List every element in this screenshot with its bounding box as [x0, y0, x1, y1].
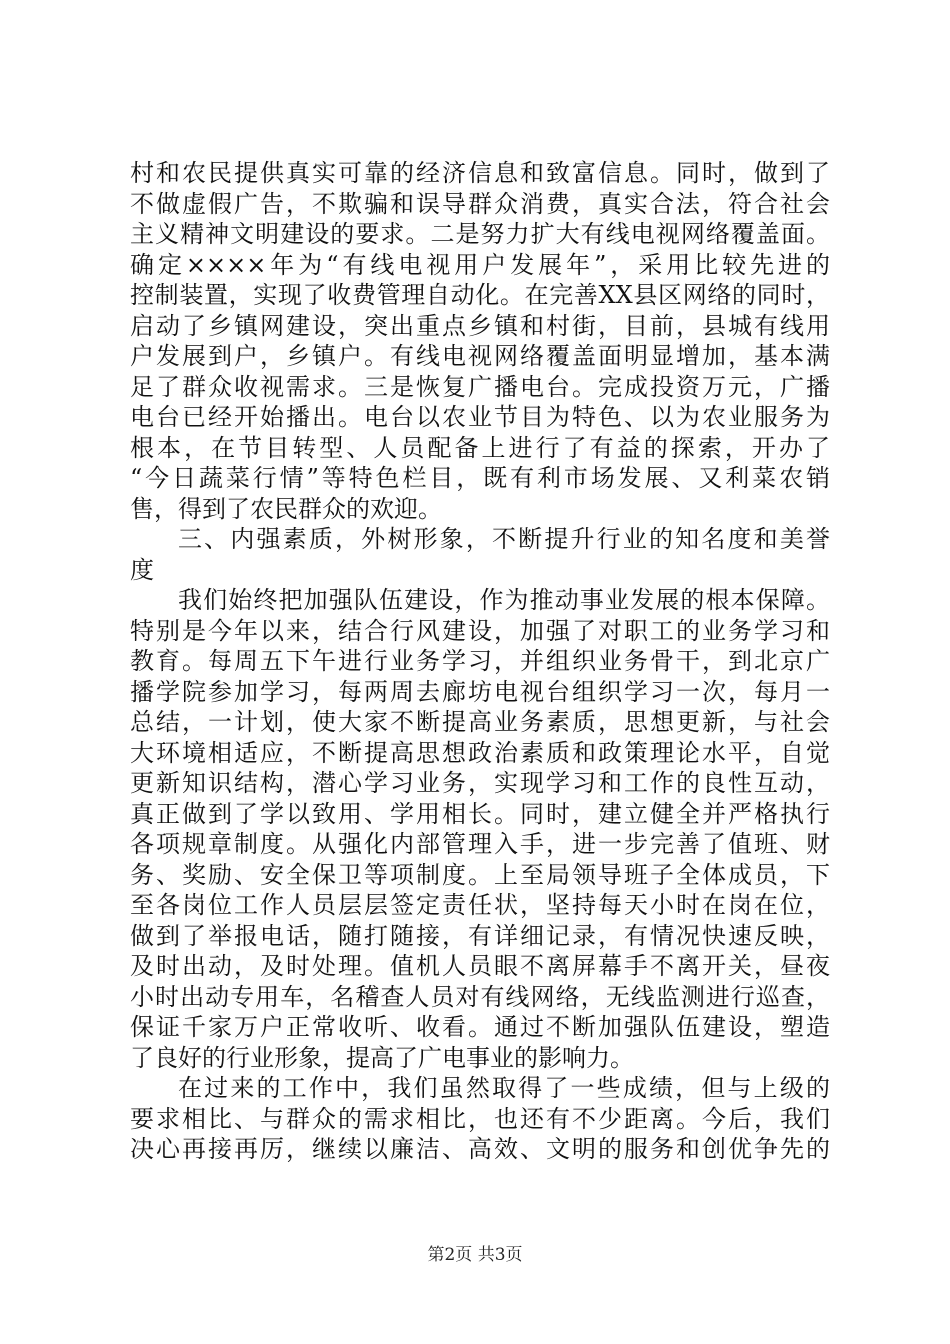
text-line: 主义精神文明建设的要求。二是努力扩大有线电视网络覆盖面。 [130, 220, 830, 248]
text-line: 务、奖励、安全保卫等项制度。上至局领导班子全体成员，下 [130, 860, 830, 889]
text-line: 电台已经开始播出。电台以农业节目为特色、以为农业服务为 [130, 403, 830, 431]
text-line: 户发展到户，乡镇户。有线电视网络覆盖面明显增加，基本满 [130, 342, 830, 370]
text-line: 至各岗位工作人员层层签定责任状，坚持每天小时在岗在位， [130, 891, 830, 919]
text-line: 要求相比、与群众的需求相比，也还有不少距离。今后，我们 [130, 1104, 830, 1133]
text-line: 小时出动专用车，名稽查人员对有线网络，无线监测进行巡查， [130, 982, 830, 1011]
text-line: 决心再接再厉，继续以廉洁、高效、文明的服务和创优争先的 [130, 1135, 830, 1163]
section-heading: 三、内强素质，外树形象，不断提升行业的知名度和美誉 [178, 525, 830, 553]
section-heading-continued: 度 [130, 555, 154, 584]
page-number: 第2页 共3页 [427, 1245, 523, 1265]
text-line: 不做虚假广告，不欺骗和误导群众消费，真实合法，符合社会 [130, 189, 830, 218]
text-line: 售，得到了农民群众的欢迎。 [130, 494, 442, 523]
text-line: 村和农民提供真实可靠的经济信息和致富信息。同时，做到了 [130, 159, 830, 187]
text-line: 启动了乡镇网建设，突出重点乡镇和村街，目前，县城有线用 [130, 311, 830, 340]
text-line: 确定××××年为“有线电视用户发展年”，采用比较先进的 [130, 250, 830, 279]
text-line: 大环境相适应，不断提高思想政治素质和政策理论水平，自觉 [130, 738, 830, 767]
text-line: 根本，在节目转型、人员配备上进行了有益的探索，开办了 [130, 433, 830, 462]
text-line: 做到了举报电话，随打随接，有详细记录，有情况快速反映， [130, 921, 830, 950]
text-line: 控制装置，实现了收费管理自动化。在完善XX县区网络的同时， [130, 281, 830, 309]
text-line: 教育。每周五下午进行业务学习，并组织业务骨干，到北京广 [130, 647, 830, 675]
text-line: 特别是今年以来，结合行风建设，加强了对职工的业务学习和 [130, 616, 830, 645]
text-line: 足了群众收视需求。三是恢复广播电台。完成投资万元，广播 [130, 372, 830, 401]
text-line: 总结，一计划，使大家不断提高业务素质，思想更新，与社会 [130, 708, 830, 736]
page-footer [0, 1240, 950, 1265]
text-line: 真正做到了学以致用、学用相长。同时，建立健全并严格执行 [130, 799, 830, 828]
text-line: “今日蔬菜行情”等特色栏目，既有利市场发展、又利菜农销 [130, 464, 830, 492]
text-line: 各项规章制度。从强化内部管理入手，进一步完善了值班、财 [130, 830, 830, 858]
text-line: 及时出动，及时处理。值机人员眼不离屏幕手不离开关，昼夜 [130, 952, 830, 980]
body-text [130, 158, 830, 1165]
text-line: 播学院参加学习，每两周去廊坊电视台组织学习一次，每月一 [130, 677, 830, 706]
text-line: 了良好的行业形象，提高了广电事业的影响力。 [130, 1043, 634, 1072]
paragraph-start: 在过来的工作中，我们虽然取得了一些成绩，但与上级的 [178, 1074, 830, 1102]
paragraph-start: 我们始终把加强队伍建设，作为推动事业发展的根本保障。 [178, 586, 830, 614]
text-line: 保证千家万户正常收听、收看。通过不断加强队伍建设，塑造 [130, 1013, 830, 1041]
text-line: 更新知识结构，潜心学习业务，实现学习和工作的良性互动， [130, 769, 830, 797]
